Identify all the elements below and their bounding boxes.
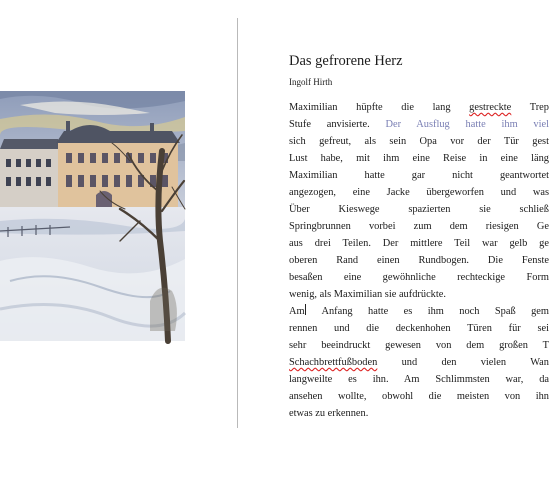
palace-watercolor-icon	[0, 91, 185, 341]
text-line	[289, 405, 549, 422]
document-author: Ingolf Hirth	[289, 77, 333, 87]
left-page	[0, 0, 237, 480]
text-line	[289, 388, 549, 405]
paragraph	[289, 303, 549, 422]
text-line	[289, 371, 549, 388]
text-segment: ansehen wollte, obwohl die meisten von ihn	[289, 391, 549, 402]
palace-watercolor-illustration	[0, 91, 185, 341]
text-line	[289, 99, 549, 116]
text-line	[289, 201, 549, 218]
text-segment: etwas zu erkennen.	[289, 408, 369, 419]
text-line	[289, 286, 549, 303]
text-segment: Anfang hatte es ihm noch Spaß gem	[306, 306, 549, 317]
text-segment: Lust habe, mit ihm eine Reise in eine läng	[289, 153, 549, 164]
text-line	[289, 337, 549, 354]
text-segment: Stufe anvisierte.	[289, 119, 386, 130]
document-title: Das gefrorene Herz	[289, 53, 403, 69]
text-line	[289, 303, 549, 320]
text-segment: aus drei Teilen. Der mittlere Teil war gelb ge	[289, 238, 549, 249]
text-line	[289, 269, 549, 286]
text-segment: Springbrunnen vorbei zum dem riesigen Ge	[289, 221, 549, 232]
text-segment: Über Kieswege spazierten sie schließ	[289, 204, 549, 215]
text-segment: besaßen eine gewöhnliche rechteckige Form	[289, 272, 549, 283]
document-body-text[interactable]	[289, 99, 549, 422]
text-line	[289, 184, 549, 201]
text-segment: rennen und die deckenhohen Türen für sei	[289, 323, 549, 334]
text-line	[289, 252, 549, 269]
text-segment: Am	[289, 306, 305, 317]
paragraph	[289, 99, 549, 303]
text-segment: Maximilian hüpfte die lang	[289, 102, 470, 113]
text-segment: wenig, als Maximilian sie aufdrückte.	[289, 289, 446, 300]
text-segment: und den vielen Wan	[377, 357, 549, 368]
commented-text: Der Ausflug hatte ihm viel	[385, 119, 549, 130]
text-segment: oberen Rand einen Rundbogen. Die Fenste	[289, 255, 549, 266]
text-line	[289, 133, 549, 150]
text-line	[289, 218, 549, 235]
text-line	[289, 150, 549, 167]
text-line	[289, 116, 549, 133]
text-line	[289, 235, 549, 252]
text-segment: Trep	[511, 102, 549, 113]
spellcheck-flagged-word: Schachbrettfußboden	[289, 357, 378, 368]
text-segment: angezogen, eine Jacke übergeworfen und was	[289, 187, 549, 198]
text-segment: langweilte es ihn. Am Schlimmsten war, da	[289, 374, 549, 385]
text-line	[289, 320, 549, 337]
text-line	[289, 167, 549, 184]
text-segment: Maximilian hatte gar nicht geantwortet	[289, 170, 549, 181]
text-line	[289, 354, 549, 371]
spellcheck-flagged-word: gestreckte	[469, 102, 512, 113]
text-segment: sich gefreut, als sein Opa vor der Tür gest	[289, 136, 549, 147]
text-segment: sehr beeindruckt gewesen von dem großen T	[289, 340, 549, 351]
